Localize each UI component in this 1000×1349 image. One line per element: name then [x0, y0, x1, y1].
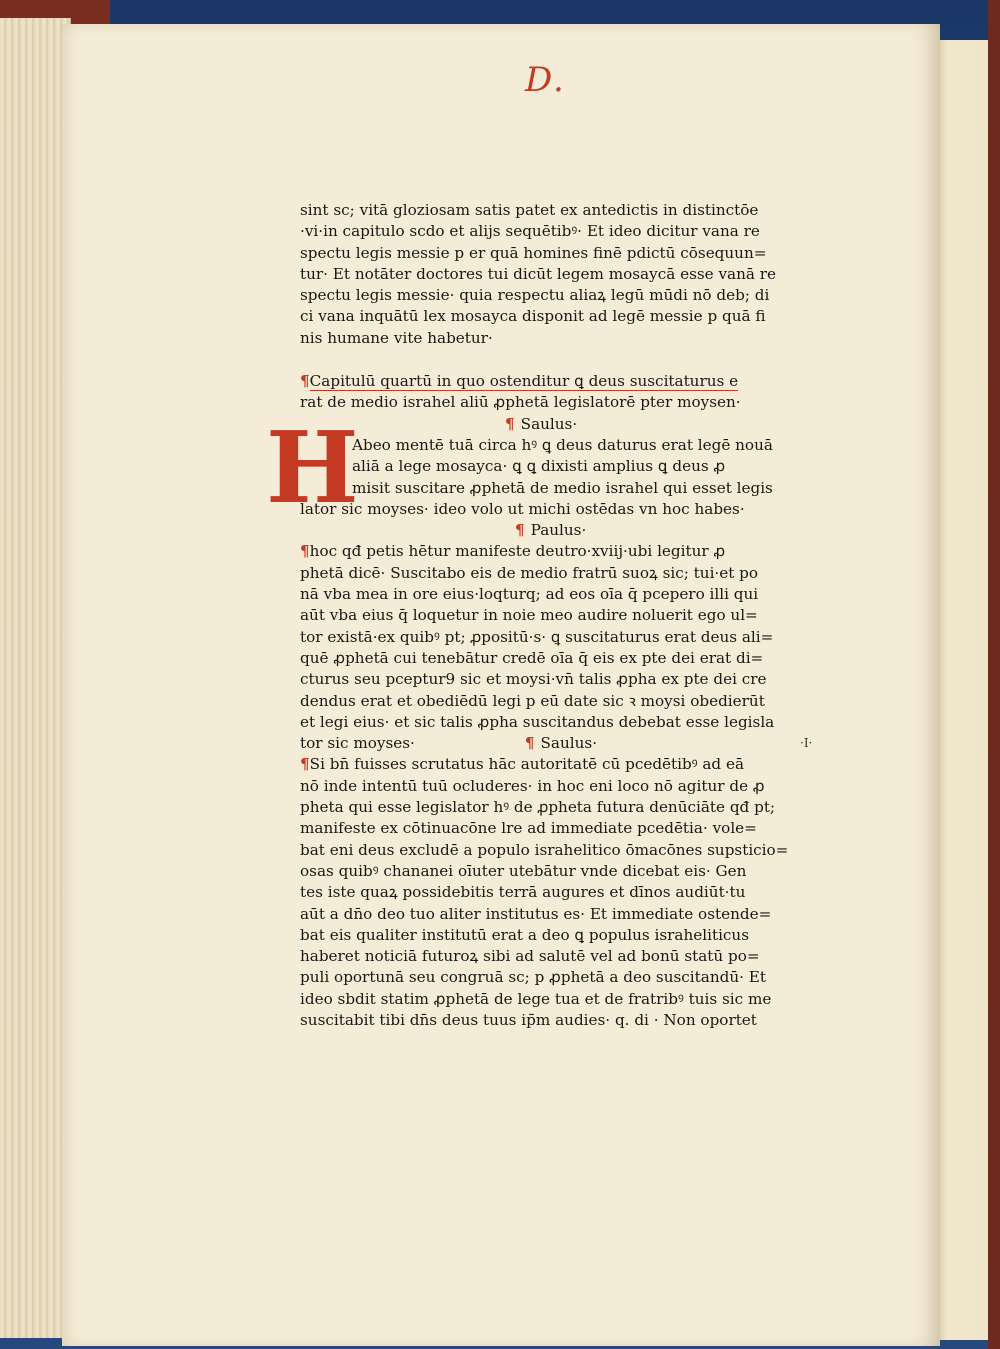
paragraph-3	[300, 541, 820, 754]
text-line: quē ꝓphetā cui tenebātur credē oīa q̄ eis ex pte dei erat di=	[300, 648, 764, 667]
heading-line: rat de medio israhel aliū ꝓphetā legislatorē pter moysen·	[300, 393, 741, 412]
paragraph-1	[300, 200, 820, 349]
text-line: sint sc; vitā gloziosam satis patet ex antedictis in distinctōe	[300, 201, 759, 219]
text-line: pheta qui esse legislator hꝰ de ꝓpheta futura denūciāte qđ pt;	[300, 798, 776, 817]
heading-text: Capitulū quartū in quo ostenditur ꝗ deus suscitaturus e	[309, 372, 739, 391]
text-line: spectu legis messie p er quā homines finē pdictū cōsequun=	[300, 243, 767, 262]
text-line: suscitabit tibi dn̄s deus tuus ip̄m audies· q. di · Non oportet	[300, 1010, 757, 1029]
folio-mark: D.	[525, 60, 566, 100]
text-line: puli oportunā seu congruā sc; p ꝓphetā a deo suscitandū· Et	[300, 968, 766, 987]
text-line: Abeo mentē tuā circa hꝰ ꝗ deus daturus erat legē nouā	[352, 435, 773, 454]
page-edges	[0, 18, 71, 1338]
text-line: et legi eius· et sic talis ꝓpha suscitandus debebat esse legisla	[300, 712, 775, 731]
text-line: aliā a lege mosayca· ꝗ ꝗ dixisti amplius ꝗ deus ꝓ	[352, 457, 726, 476]
pilcrow-icon: ¶	[300, 372, 310, 391]
text-line: dendus erat et obediēdū legi p eū date sic ꝛ moysi obedierūt	[300, 691, 765, 710]
text-line: haberet noticiā futuroꝝ sibi ad salutē vel ad bonū statū po=	[300, 947, 760, 966]
drop-capital: H	[266, 411, 359, 526]
text-line	[300, 754, 820, 775]
text-line: tur· Et notāter doctores tui dicūt legem mosaycā esse vanā re	[300, 264, 777, 283]
text-line: manifeste ex cōtinuacōne lre ad immediate pcedētia· vole=	[300, 819, 757, 838]
text-line: tor existā·ex quibꝰ pt; ꝓpositū·s· ꝗ suscitaturus erat deus ali=	[300, 627, 774, 646]
text-span: tor sic moyses·	[300, 734, 415, 753]
text-line: bat eni deus excludē a populo israhelitico ōmacōnes supsticio=	[300, 840, 789, 859]
text-line	[300, 541, 820, 562]
chapter-heading	[300, 371, 820, 414]
text-line: cturus seu pceptur9 sic et moysi·vn̄ talis ꝓpha ex pte dei cre	[300, 670, 767, 689]
text-line: ideo sbdit statim ꝓphetā de lege tua et de fratribꝰ tuis sic me	[300, 989, 772, 1008]
text-line: ·vi·in capitulo scdo et alijs sequētibꝰ· Et ideo dicitur vana re	[300, 222, 760, 241]
heading-line	[300, 371, 820, 392]
pilcrow-icon: ¶	[505, 414, 515, 433]
pilcrow-icon: ¶	[300, 755, 310, 774]
text-line: spectu legis messie· quia respectu aliaꝝ legū mūdi nō deb; di	[300, 286, 770, 305]
text-line: misit suscitare ꝓphetā de medio israhel qui esset legis	[352, 478, 773, 497]
text-line: osas quibꝰ chananei oīuter utebātur vnde dicebat eis· Gen	[300, 861, 747, 880]
text-line: nō inde intentū tuū ocluderes· in hoc eni loco nō agitur de ꝓ	[300, 776, 765, 795]
speaker-name: Saulus·	[515, 414, 584, 435]
text-line: nā vba mea in ore eius·loqturq; ad eos oīa q̄ pcepero illi qui	[300, 585, 759, 604]
paragraph-gap	[300, 349, 820, 371]
book-cover-right	[988, 0, 1000, 1349]
speaker-name: Paulus·	[525, 520, 593, 541]
text-line: ci vana inquātū lex mosayca disponit ad legē messie p quā fi	[300, 307, 766, 326]
pilcrow-icon: ¶	[524, 734, 535, 753]
text-line: aūt a dn̄o deo tuo aliter institutus es· Et immediate ostende=	[300, 904, 772, 923]
text-line: aūt vba eius q̄ loquetur in noie meo audire noluerit ego ul=	[300, 606, 758, 625]
text-span: Si bn̄ fuisses scrutatus hāc autoritatē cū pcedētibꝰ ad eā	[309, 755, 745, 774]
text-line	[300, 733, 820, 754]
speaker-name: Saulus·	[535, 733, 604, 754]
margin-note: ·I·	[800, 736, 813, 750]
text-block	[300, 200, 820, 1031]
text-line: tes iste quaꝝ possidebitis terrā augures et dīnos audiūt·tu	[300, 883, 746, 902]
text-line: nis humane vite habetur·	[300, 328, 493, 347]
pilcrow-icon: ¶	[300, 542, 310, 561]
pilcrow-icon: ¶	[515, 521, 525, 540]
speaker-label	[300, 520, 820, 541]
paragraph-2	[300, 435, 820, 520]
speaker-label	[300, 414, 820, 435]
text-line: lator sic moyses· ideo volo ut michi ostēdas vn hoc habes·	[300, 499, 745, 518]
paragraph-4	[300, 754, 820, 1031]
text-span: hoc qđ petis hētur manifeste deutro·xviij·ubi legitur ꝓ	[309, 542, 726, 561]
text-line: phetā dicē· Suscitabo eis de medio fratrū suoꝝ sic; tui·et po	[300, 563, 759, 582]
text-line: bat eis qualiter institutū erat a deo ꝗ populus israheliticus	[300, 925, 750, 944]
